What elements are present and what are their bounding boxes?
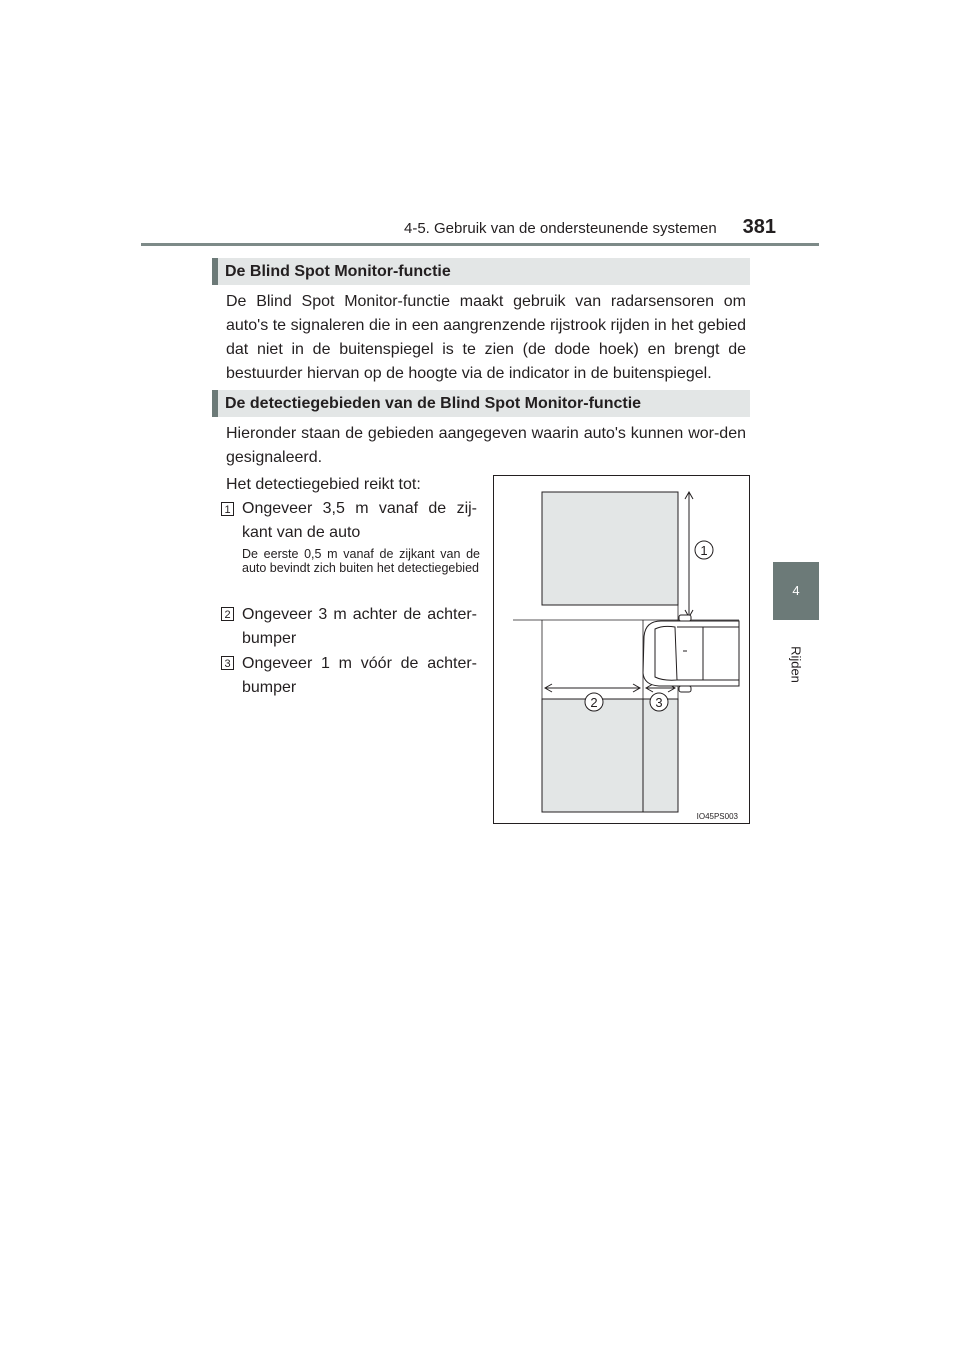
detection-area-svg	[493, 475, 750, 824]
section-heading-text: De Blind Spot Monitor-functie	[225, 263, 451, 280]
callout-2-label: 2	[590, 695, 598, 710]
header-rule	[141, 243, 819, 246]
chapter-tab	[773, 562, 819, 620]
section1-body: De Blind Spot Monitor-functie maakt gebruik van radarsensoren om auto's te signaleren die in een aangrenzende rijstrook rijden in het gebied dat niet in de buitenspiegel is te zien (de dode hoek) en brengt de bestuurder hiervan op de hoogte via de indicator in de buitenspiegel.	[226, 293, 746, 382]
chapter-number: 4	[792, 583, 800, 598]
figure-code: IO45PS003	[696, 812, 738, 821]
callout-1-label: 1	[700, 543, 708, 558]
detection-area-diagram	[493, 475, 750, 824]
section-heading-detection-areas	[212, 390, 750, 417]
page-number: 381	[742, 216, 776, 238]
list-intro: Het detectiegebied reikt tot:	[226, 476, 421, 493]
chapter-label-text: Rijden	[788, 646, 804, 683]
list-item-3: Ongeveer 1 m vóór de achter-bumper	[242, 655, 477, 696]
section2-intro: Hieronder staan de gebieden aangegeven waarin auto's kunnen wor-den gesignaleerd.	[226, 425, 746, 466]
section-heading-blind-spot	[212, 258, 750, 285]
side-detection-zone	[542, 492, 678, 605]
header-title: 4-5. Gebruik van de ondersteunende systemen	[404, 220, 717, 237]
list-item-1: Ongeveer 3,5 m vanaf de zij-kant van de auto	[242, 500, 477, 541]
heading-bar	[212, 258, 218, 285]
item-number-badge: 2	[221, 607, 234, 621]
chapter-label	[770, 645, 822, 685]
rear-detection-zone	[542, 699, 678, 812]
callout-3-label: 3	[655, 695, 663, 710]
section-heading-text: De detectiegebieden van de Blind Spot Monitor-functie	[225, 395, 642, 412]
car-rear-icon	[643, 615, 739, 692]
item-number-badge: 1	[221, 502, 234, 516]
heading-bar	[212, 390, 218, 417]
item-number-badge: 3	[221, 656, 234, 670]
list-item-1-note: De eerste 0,5 m vanaf de zijkant van de auto bevindt zich buiten het detectiegebied	[242, 547, 480, 575]
list-item-2: Ongeveer 3 m achter de achter-bumper	[242, 606, 477, 647]
